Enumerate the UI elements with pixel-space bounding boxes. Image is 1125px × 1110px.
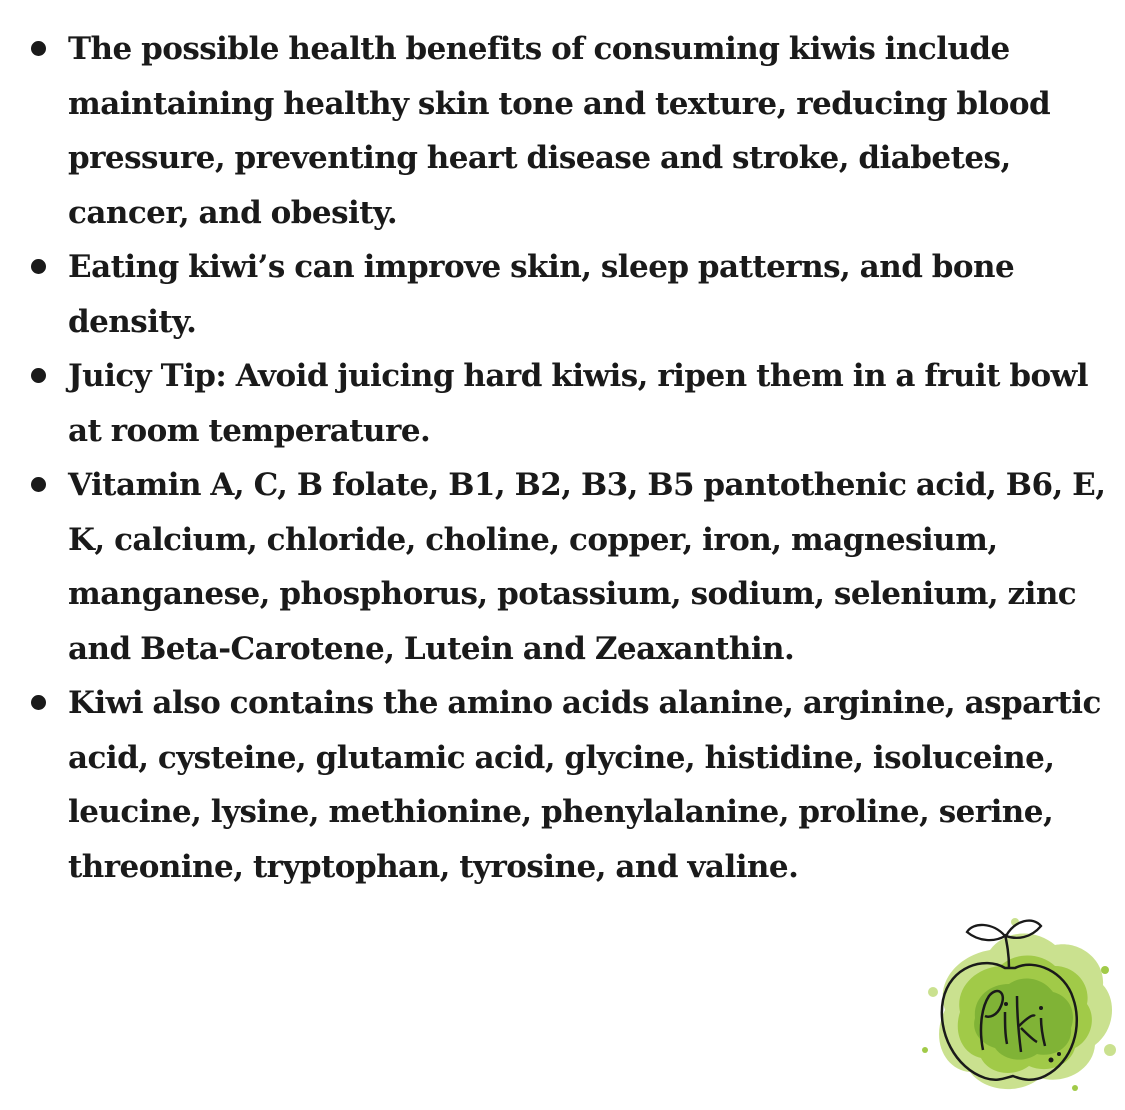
bullet-icon: [31, 695, 46, 710]
list-item: [26, 22, 1106, 240]
list-item: [26, 240, 1106, 349]
brand-logo: [905, 900, 1120, 1100]
list-item: [26, 458, 1106, 676]
apple-sprout-logo-icon: [905, 900, 1120, 1100]
bullet-content: [26, 22, 1106, 894]
bullet-icon: [31, 477, 46, 492]
bullet-icon: [31, 259, 46, 274]
list-item-text: Vitamin A, C, B folate, B1, B2, B3, B5 pantothenic acid, B6, E, K, calcium, chloride, choline, copper, iron, magnesium, manganese, phosphorus, potassium, sodium, selenium, zinc and Beta-Carotene, Lutein and Zeaxanthin.: [68, 467, 1106, 667]
list-item-text: The possible health benefits of consuming kiwis include maintaining healthy skin tone and texture, reducing blood pressure, preventing heart disease and stroke, diabetes, cancer, and obesity.: [68, 31, 1051, 231]
list-item-text: Kiwi also contains the amino acids alanine, arginine, aspartic acid, cysteine, glutamic acid, glycine, histidine, isoluceine, leucine, lysine, methionine, phenylalanine, proline, serine, threonine, tryptophan, tyrosine, and valine.: [68, 685, 1101, 885]
list-item: [26, 676, 1106, 894]
bullet-icon: [31, 41, 46, 56]
list-item: [26, 349, 1106, 458]
bullet-icon: [31, 368, 46, 383]
list-item-text: Eating kiwi’s can improve skin, sleep patterns, and bone density.: [68, 249, 1015, 340]
benefits-list: [26, 22, 1106, 894]
list-item-text: Juicy Tip: Avoid juicing hard kiwis, ripen them in a fruit bowl at room temperature.: [68, 358, 1088, 449]
